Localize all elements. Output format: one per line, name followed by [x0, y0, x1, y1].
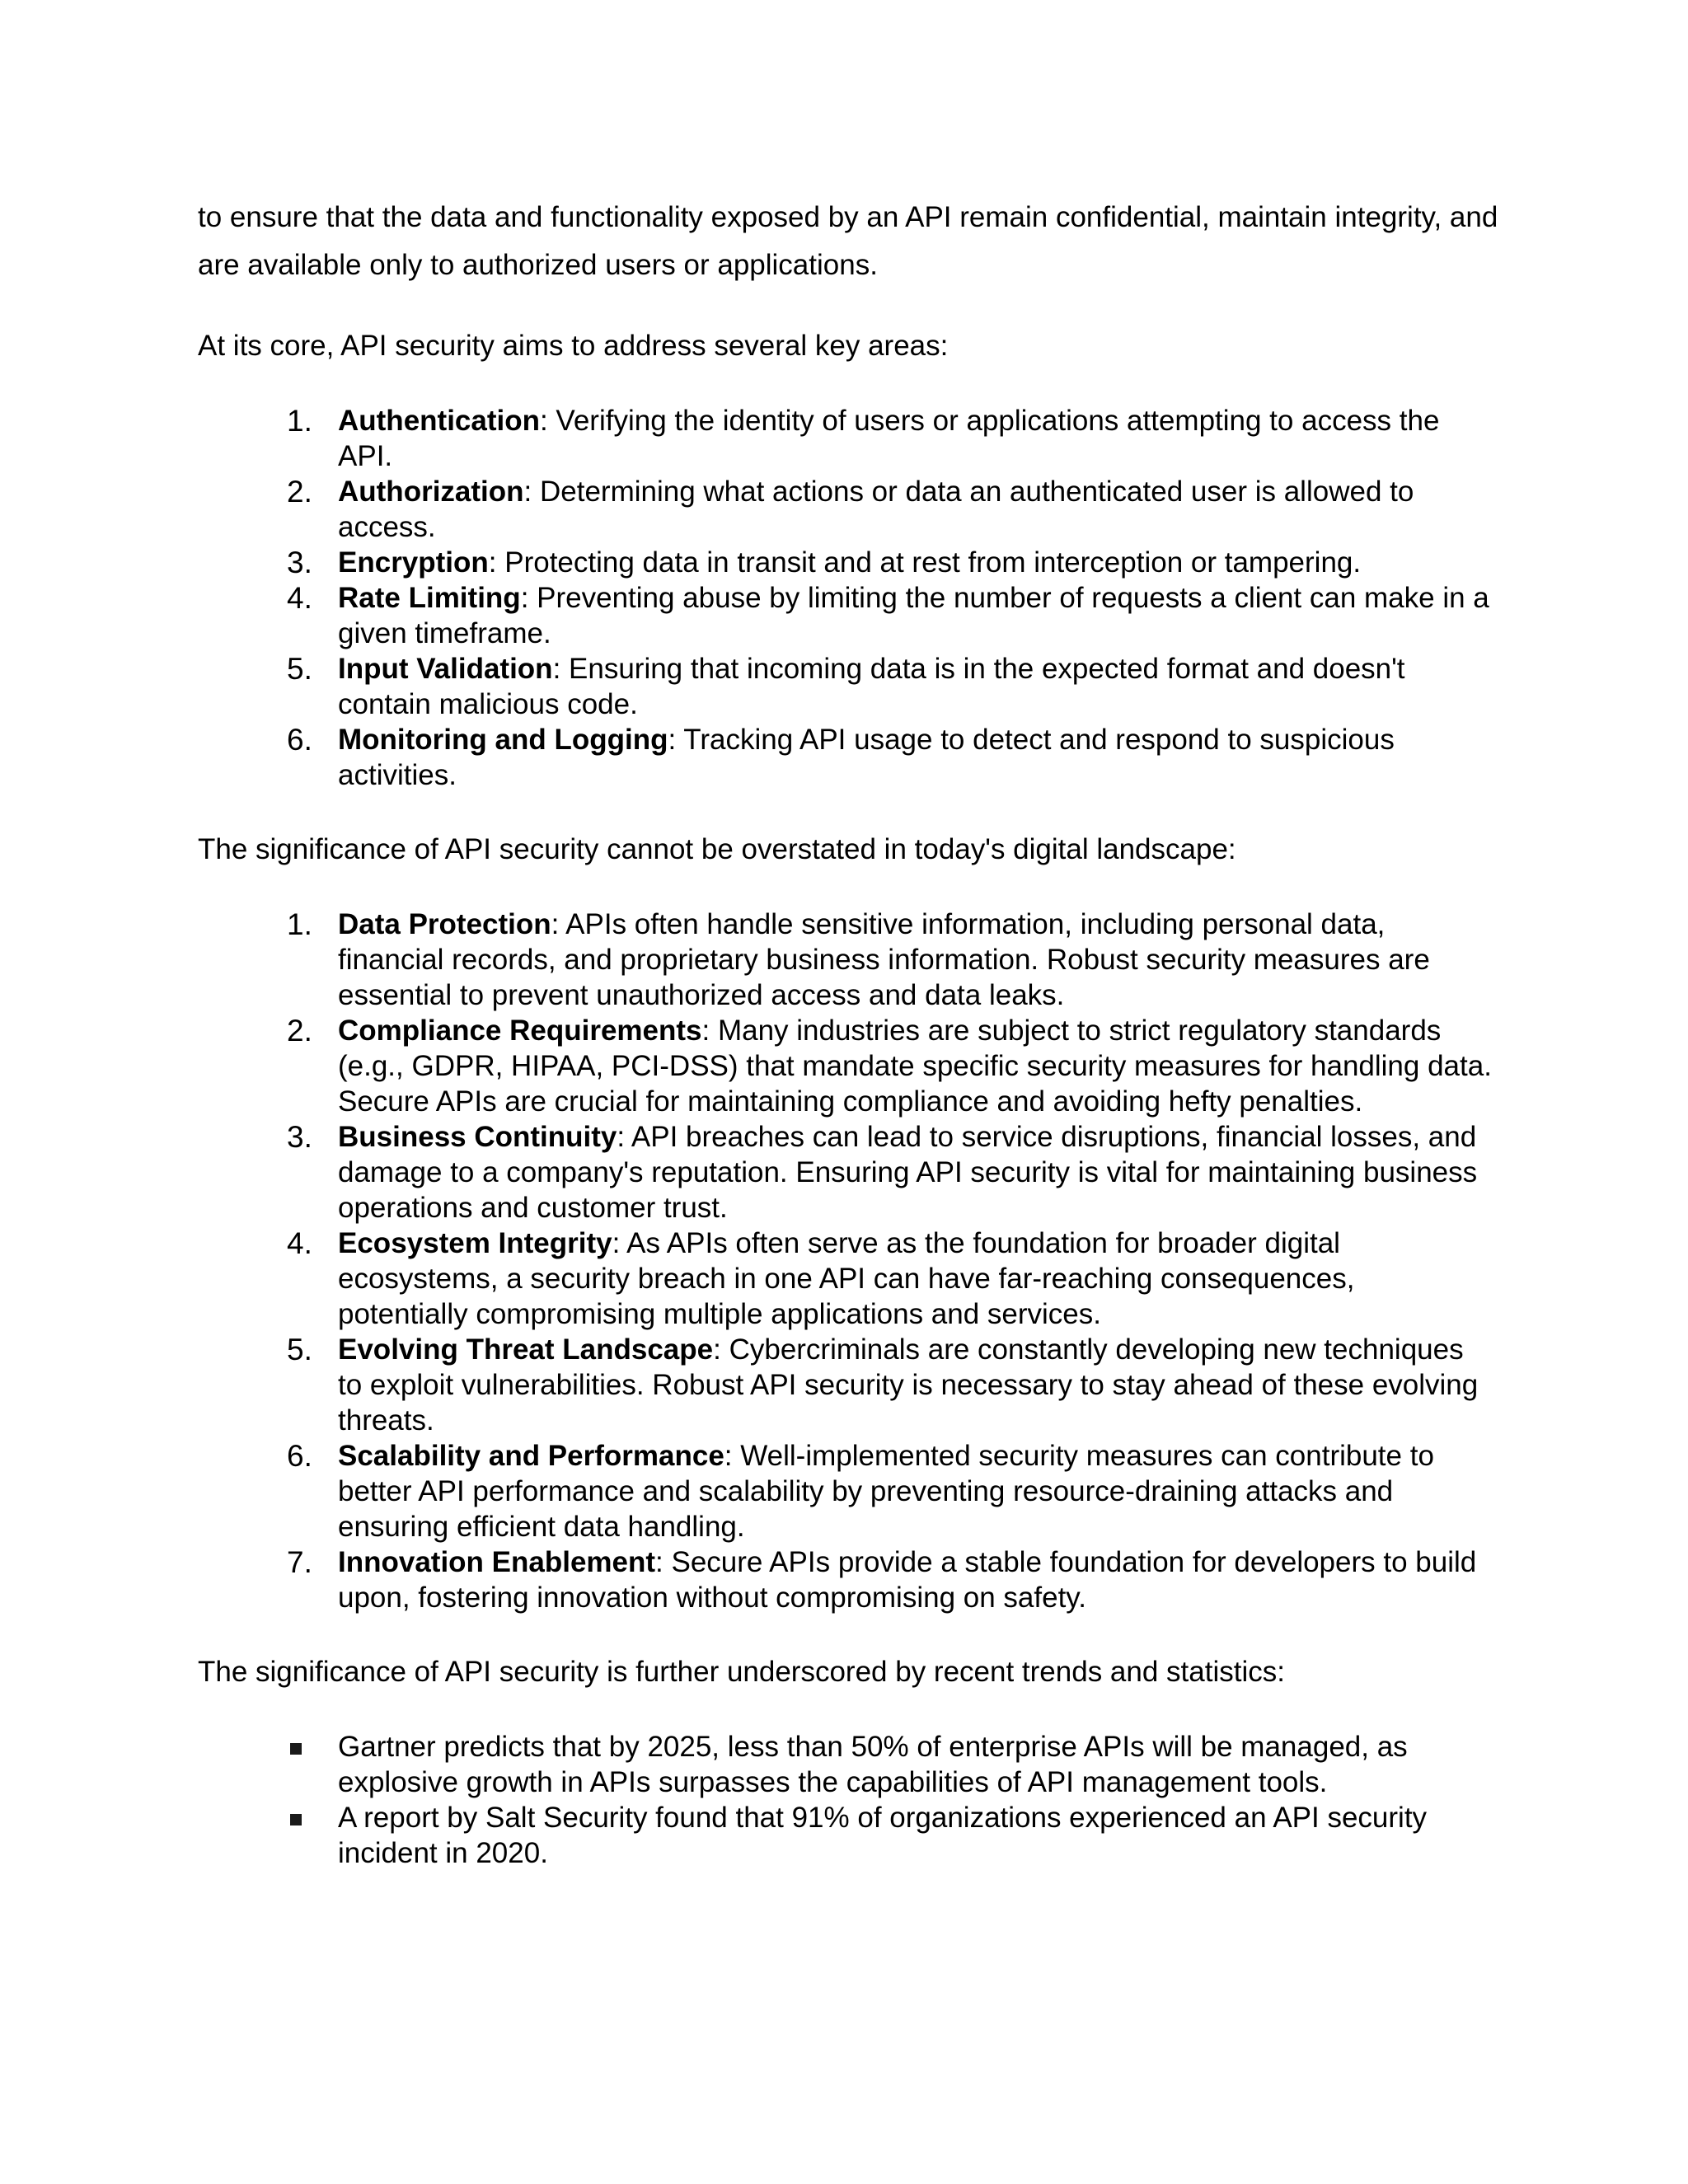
list-desc: : Many industries are subject to strict regulatory standards (e.g., GDPR, HIPAA, PCI-DSS) that mandate specific security measures for handling data. Secure APIs are crucial for maintaining compliance and avoiding hefty penalties. — [338, 1015, 1492, 1118]
list-term: Evolving Threat Landscape — [338, 1333, 714, 1366]
list-desc: A report by Salt Security found that 91% of organizations experienced an API security incident in 2020. — [338, 1802, 1428, 1869]
list-item — [198, 1729, 1492, 1800]
list-number: 4. — [287, 1226, 312, 1260]
list-term: Ecosystem Integrity — [338, 1227, 612, 1259]
list-item — [198, 403, 1492, 474]
document-content — [198, 194, 1517, 1904]
significance-lead: The significance of API security cannot be overstated in today's digital landscape: — [198, 833, 1236, 865]
list-item — [198, 545, 1492, 580]
trends-list — [198, 1729, 1517, 1871]
list-desc: : Cybercriminals are constantly developing new techniques to exploit vulnerabilities. Robust API security is necessary to stay ahead of these evolving threats. — [338, 1333, 1479, 1436]
square-bullet-icon — [290, 1743, 302, 1755]
list-number: 2. — [287, 475, 312, 509]
trends-lead: The significance of API security is further underscored by recent trends and statistics: — [198, 1656, 1285, 1688]
list-number: 1. — [287, 404, 312, 438]
list-item — [198, 722, 1492, 793]
list-item — [198, 1438, 1492, 1544]
list-term: Authentication — [338, 405, 540, 437]
list-number: 6. — [287, 723, 312, 757]
list-desc: : Protecting data in transit and at rest from interception or tampering. — [488, 546, 1362, 579]
list-term: Data Protection — [338, 908, 551, 940]
list-item — [198, 1800, 1492, 1871]
list-term: Monitoring and Logging — [338, 724, 668, 756]
list-number: 3. — [287, 1120, 312, 1154]
intro-paragraph: to ensure that the data and functionality exposed by an API remain confidential, maintain integrity, and are available only to authorized users or applications. — [198, 201, 1498, 281]
list-desc: Gartner predicts that by 2025, less than 50% of enterprise APIs will be managed, as explosive growth in APIs surpasses the capabilities of API management tools. — [338, 1731, 1408, 1798]
list-item — [198, 907, 1492, 1013]
list-number: 2. — [287, 1014, 312, 1047]
list-item — [198, 474, 1492, 545]
list-number: 5. — [287, 1333, 312, 1366]
significance-list — [198, 907, 1517, 1615]
list-number: 5. — [287, 652, 312, 686]
list-term: Innovation Enablement — [338, 1546, 656, 1578]
list-item — [198, 580, 1492, 651]
key-areas-list — [198, 403, 1517, 793]
list-item — [198, 1332, 1492, 1438]
list-number: 6. — [287, 1439, 312, 1473]
list-number: 4. — [287, 581, 312, 615]
list-term: Encryption — [338, 546, 489, 579]
list-number: 1. — [287, 907, 312, 941]
list-desc: : API breaches can lead to service disruptions, financial losses, and damage to a company's reputation. Ensuring API security is vital for maintaining business operations and customer trust. — [338, 1121, 1478, 1224]
list-desc: : Tracking API usage to detect and respond to suspicious activities. — [338, 724, 1395, 791]
list-term: Scalability and Performance — [338, 1440, 724, 1472]
list-term: Business Continuity — [338, 1121, 617, 1153]
list-term: Compliance Requirements — [338, 1015, 702, 1047]
list-item — [198, 1544, 1492, 1615]
list-item — [198, 1226, 1492, 1332]
list-term: Input Validation — [338, 653, 553, 685]
square-bullet-icon — [290, 1814, 302, 1825]
list-desc: : Preventing abuse by limiting the number of requests a client can make in a given timeframe. — [338, 582, 1489, 649]
list-number: 7. — [287, 1545, 312, 1579]
list-term: Authorization — [338, 476, 524, 508]
list-number: 3. — [287, 546, 312, 579]
list-desc: : Well-implemented security measures can contribute to better API performance and scalability by preventing resource-draining attacks and ensuring efficient data handling. — [338, 1440, 1434, 1543]
list-desc: : APIs often handle sensitive information, including personal data, financial records, and proprietary business information. Robust security measures are essential to prevent unauthorized access and data leaks. — [338, 908, 1430, 1011]
list-item — [198, 1013, 1492, 1119]
key-areas-lead: At its core, API security aims to address several key areas: — [198, 330, 949, 362]
list-item — [198, 651, 1492, 722]
list-desc: : Ensuring that incoming data is in the expected format and doesn't contain malicious code. — [338, 653, 1405, 720]
list-desc: : As APIs often serve as the foundation for broader digital ecosystems, a security breach in one API can have far-reaching consequences, potentially compromising multiple applications and services. — [338, 1227, 1355, 1330]
list-item — [198, 1119, 1492, 1226]
list-desc: : Secure APIs provide a stable foundation for developers to build upon, fostering innovation without compromising on safety. — [338, 1546, 1477, 1614]
list-desc: : Determining what actions or data an authenticated user is allowed to access. — [338, 476, 1414, 543]
list-term: Rate Limiting — [338, 582, 521, 614]
list-desc: : Verifying the identity of users or applications attempting to access the API. — [338, 405, 1440, 472]
